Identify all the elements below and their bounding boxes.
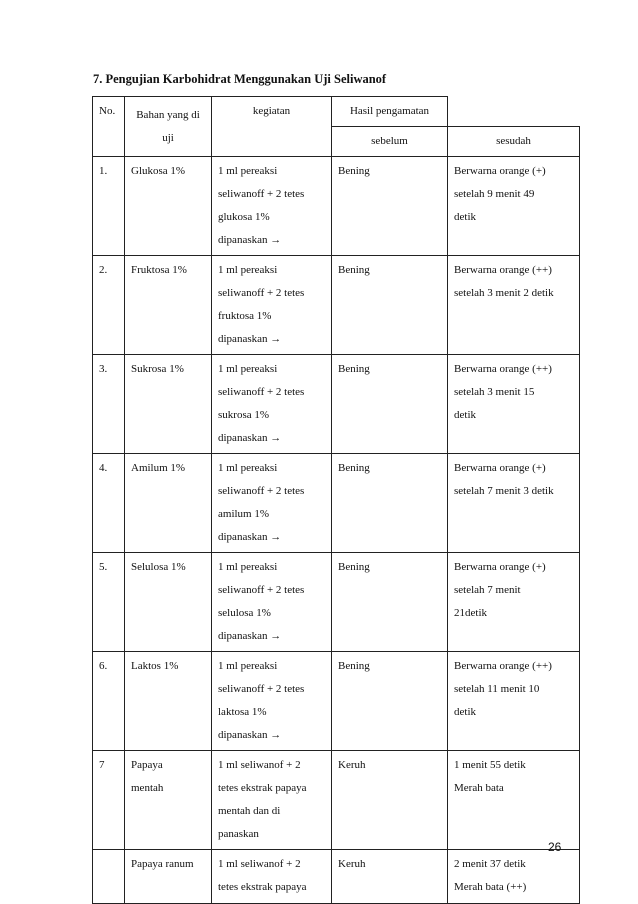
cell-kegiatan bbox=[212, 652, 332, 751]
header-sesudah: sesudah bbox=[448, 127, 580, 157]
cell-line: detik bbox=[454, 409, 476, 421]
cell-line: Selulosa 1% bbox=[131, 561, 186, 573]
table-row bbox=[93, 454, 580, 553]
cell-line: Berwarna orange (+) bbox=[454, 561, 546, 573]
cell-line: 5. bbox=[99, 561, 108, 573]
header-bahan: Bahan yang di uji bbox=[125, 97, 212, 157]
cell-line: Merah bata (++) bbox=[454, 881, 527, 893]
cell-line: 7 bbox=[99, 759, 105, 771]
cell-bahan bbox=[125, 454, 212, 553]
cell-line: 1 ml pereaksi bbox=[218, 264, 278, 276]
cell-line: dipanaskan → bbox=[218, 333, 282, 345]
table-row bbox=[93, 850, 580, 904]
cell-sebelum bbox=[332, 256, 448, 355]
cell-line: setelah 11 menit 10 bbox=[454, 683, 540, 695]
cell-line: dipanaskan → bbox=[218, 531, 282, 543]
cell-sebelum bbox=[332, 751, 448, 850]
cell-line: Sukrosa 1% bbox=[131, 363, 184, 375]
cell-line: amilum 1% bbox=[218, 508, 270, 520]
cell-bahan bbox=[125, 751, 212, 850]
cell-kegiatan bbox=[212, 157, 332, 256]
cell-line: 1 ml pereaksi bbox=[218, 462, 278, 474]
cell-sebelum bbox=[332, 850, 448, 904]
cell-sesudah bbox=[448, 454, 580, 553]
cell-line: panaskan bbox=[218, 828, 259, 840]
cell-line: Berwarna orange (++) bbox=[454, 264, 552, 276]
cell-line: Laktos 1% bbox=[131, 660, 179, 672]
header-sebelum: sebelum bbox=[332, 127, 448, 157]
cell-line: 6. bbox=[99, 660, 108, 672]
cell-line: selulosa 1% bbox=[218, 607, 271, 619]
cell-line: Merah bata bbox=[454, 782, 504, 794]
cell-line: dipanaskan → bbox=[218, 432, 282, 444]
cell-no bbox=[93, 751, 125, 850]
cell-line: detik bbox=[454, 706, 476, 718]
cell-line: seliwanoff + 2 tetes bbox=[218, 386, 305, 398]
cell-bahan bbox=[125, 850, 212, 904]
cell-sesudah bbox=[448, 751, 580, 850]
cell-kegiatan bbox=[212, 355, 332, 454]
cell-line: Fruktosa 1% bbox=[131, 264, 187, 276]
table-row bbox=[93, 553, 580, 652]
cell-line: 2. bbox=[99, 264, 108, 276]
table-row bbox=[93, 256, 580, 355]
cell-line: Papaya bbox=[131, 759, 163, 771]
cell-sesudah bbox=[448, 256, 580, 355]
cell-bahan bbox=[125, 355, 212, 454]
cell-line: 21detik bbox=[454, 607, 487, 619]
cell-line: Berwarna orange (++) bbox=[454, 363, 552, 375]
cell-line: dipanaskan → bbox=[218, 729, 282, 741]
cell-line: setelah 9 menit 49 bbox=[454, 188, 535, 200]
cell-sesudah bbox=[448, 157, 580, 256]
table-row bbox=[93, 355, 580, 454]
cell-line: 4. bbox=[99, 462, 108, 474]
cell-line: Berwarna orange (+) bbox=[454, 462, 546, 474]
cell-line: Bening bbox=[338, 660, 370, 672]
cell-no bbox=[93, 355, 125, 454]
header-row-1 bbox=[93, 97, 580, 127]
cell-line: Bening bbox=[338, 363, 370, 375]
cell-line: 1 ml pereaksi bbox=[218, 165, 278, 177]
cell-line: Bening bbox=[338, 462, 370, 474]
cell-bahan bbox=[125, 652, 212, 751]
cell-line: Amilum 1% bbox=[131, 462, 186, 474]
cell-sesudah bbox=[448, 652, 580, 751]
cell-sebelum bbox=[332, 454, 448, 553]
table-row bbox=[93, 652, 580, 751]
cell-line: setelah 3 menit 15 bbox=[454, 386, 535, 398]
cell-line: seliwanoff + 2 tetes bbox=[218, 584, 305, 596]
cell-line: Papaya ranum bbox=[131, 858, 194, 870]
cell-kegiatan bbox=[212, 553, 332, 652]
cell-line: 1 menit 55 detik bbox=[454, 759, 526, 771]
cell-line: Berwarna orange (+) bbox=[454, 165, 546, 177]
cell-kegiatan bbox=[212, 454, 332, 553]
cell-bahan bbox=[125, 256, 212, 355]
cell-line: Bening bbox=[338, 165, 370, 177]
cell-line: dipanaskan → bbox=[218, 234, 282, 246]
cell-line: Bening bbox=[338, 561, 370, 573]
cell-line: 2 menit 37 detik bbox=[454, 858, 526, 870]
cell-sebelum bbox=[332, 553, 448, 652]
cell-line: tetes ekstrak papaya bbox=[218, 782, 307, 794]
header-no: No. bbox=[93, 97, 125, 157]
cell-line: detik bbox=[454, 211, 476, 223]
header-kegiatan: kegiatan bbox=[212, 97, 332, 157]
table-row bbox=[93, 751, 580, 850]
cell-line: 1 ml seliwanof + 2 bbox=[218, 858, 301, 870]
section-heading: 7. Pengujian Karbohidrat Menggunakan Uji Seliwanof bbox=[93, 72, 387, 86]
cell-line: dipanaskan → bbox=[218, 630, 282, 642]
cell-line: seliwanoff + 2 tetes bbox=[218, 287, 305, 299]
cell-no bbox=[93, 553, 125, 652]
cell-line: 1. bbox=[99, 165, 108, 177]
cell-sebelum bbox=[332, 355, 448, 454]
cell-line: setelah 3 menit 2 detik bbox=[454, 287, 554, 299]
cell-line: seliwanoff + 2 tetes bbox=[218, 188, 305, 200]
cell-line: 1 ml pereaksi bbox=[218, 660, 278, 672]
page-number: 26 bbox=[548, 840, 562, 854]
cell-sebelum bbox=[332, 157, 448, 256]
seliwanof-test-table bbox=[92, 96, 580, 904]
cell-line: fruktosa 1% bbox=[218, 310, 272, 322]
cell-line: 3. bbox=[99, 363, 108, 375]
cell-no bbox=[93, 157, 125, 256]
cell-line: 1 ml pereaksi bbox=[218, 363, 278, 375]
cell-bahan bbox=[125, 553, 212, 652]
cell-sebelum bbox=[332, 652, 448, 751]
cell-no bbox=[93, 850, 125, 904]
cell-sesudah bbox=[448, 553, 580, 652]
cell-line: Keruh bbox=[338, 858, 366, 870]
cell-line: glukosa 1% bbox=[218, 211, 270, 223]
cell-line: tetes ekstrak papaya bbox=[218, 881, 307, 893]
cell-line: sukrosa 1% bbox=[218, 409, 270, 421]
cell-no bbox=[93, 454, 125, 553]
header-hasil-pengamatan: Hasil pengamatan bbox=[332, 97, 448, 127]
table-row bbox=[93, 157, 580, 256]
cell-line: mentah bbox=[131, 782, 164, 794]
cell-line: Berwarna orange (++) bbox=[454, 660, 552, 672]
cell-kegiatan bbox=[212, 256, 332, 355]
cell-line: Keruh bbox=[338, 759, 366, 771]
header-empty bbox=[448, 97, 580, 127]
cell-line: mentah dan di bbox=[218, 805, 281, 817]
cell-no bbox=[93, 256, 125, 355]
cell-line: seliwanoff + 2 tetes bbox=[218, 485, 305, 497]
cell-line: Glukosa 1% bbox=[131, 165, 186, 177]
cell-line: seliwanoff + 2 tetes bbox=[218, 683, 305, 695]
cell-sesudah bbox=[448, 850, 580, 904]
cell-line: Bening bbox=[338, 264, 370, 276]
cell-line: setelah 7 menit 3 detik bbox=[454, 485, 554, 497]
cell-kegiatan bbox=[212, 850, 332, 904]
cell-sesudah bbox=[448, 355, 580, 454]
cell-no bbox=[93, 652, 125, 751]
cell-bahan bbox=[125, 157, 212, 256]
cell-line: 1 ml pereaksi bbox=[218, 561, 278, 573]
cell-kegiatan bbox=[212, 751, 332, 850]
cell-line: 1 ml seliwanof + 2 bbox=[218, 759, 301, 771]
cell-line: laktosa 1% bbox=[218, 706, 267, 718]
cell-line: setelah 7 menit bbox=[454, 584, 521, 596]
